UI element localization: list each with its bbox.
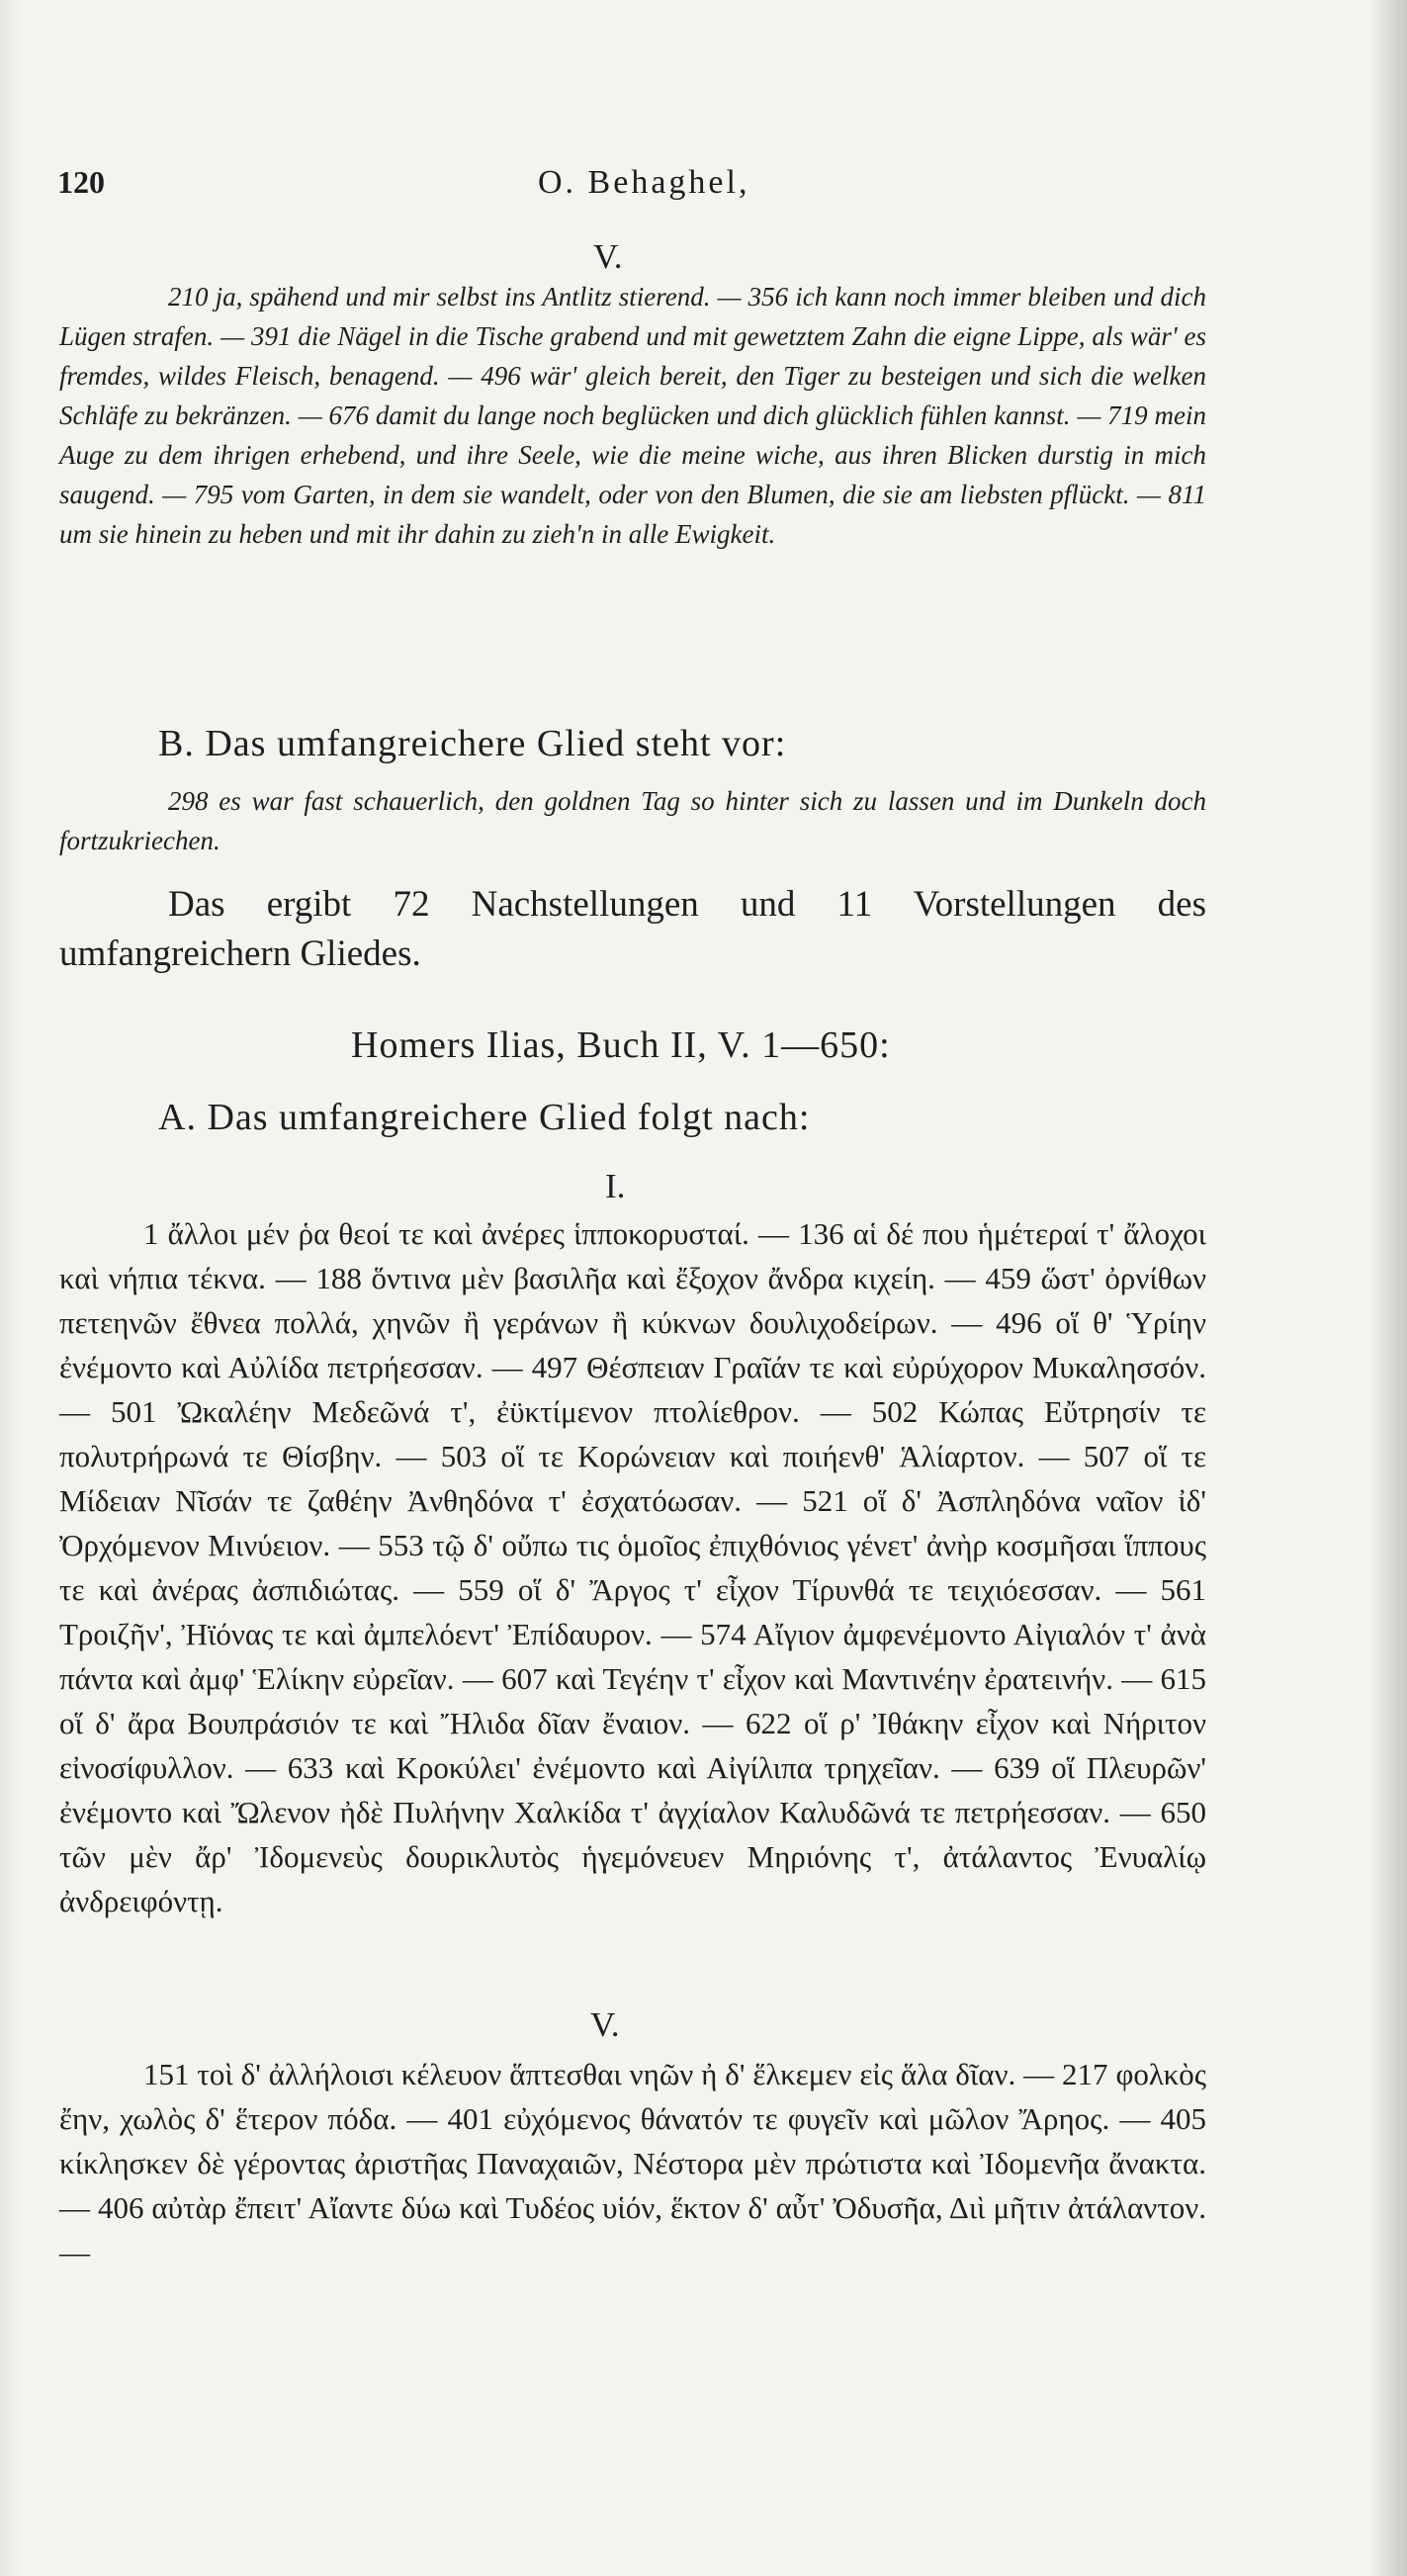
page-number: 120 — [57, 164, 105, 200]
homer-section-title: Homers Ilias, Buch II, V. 1—650: — [351, 1024, 891, 1066]
german-quotations-paragraph: 210 ja, spähend und mir selbst ins Antlitz stierend. — 356 ich kann noch immer bleiben und dich Lügen strafen. — 391 die Nägel in die Tische grabend und mit gewetztem Zahn die eigne Lippe, als wär' es fremdes, wildes Fleisch, benagend. — 496 wär' gleich bereit, den Tiger zu besteigen und sich die welken Schläfe zu bekränzen. — 676 damit du lange noch beglücken und dich glücklich fühlen kannst. — 719 mein Auge zu dem ihrigen erhebend, und ihre Seele, wie die meine wiche, aus ihren Blicken durstig in mich saugend. — 795 vom Garten, in dem sie wandelt, oder von den Blumen, die sie am liebsten pflückt. — 811 um sie hinein zu heben und mit ihr dahin zu zieh'n in alle Ewigkeit. — [59, 282, 1206, 549]
section-numeral-v-greek: V. — [590, 2005, 620, 2044]
page-edge-shadow — [1369, 0, 1407, 2576]
homer-subheading: A. Das umfangreichere Glied folgt nach: — [158, 1097, 811, 1138]
section-b-heading: B. Das umfangreichere Glied steht vor: — [158, 723, 787, 764]
summary-paragraph: Das ergibt 72 Nachstellungen und 11 Vorstellungen des umfangreichern Gliedes. — [59, 884, 1206, 974]
section-numeral-i: I. — [605, 1167, 626, 1205]
running-title: O. Behaghel, — [538, 164, 750, 201]
page-header — [57, 164, 1254, 208]
greek-quotations-section-v: 151 τοὶ δ' ἀλλήλοισι κέλευον ἅπτεσθαι νηῶν ἠ δ' ἕλκεμεν εἰς ἅλα δῖαν. — 217 φολκὸς ἔην, χωλὸς δ' ἕτερον πόδα. — 401 εὐχόμενος θάνατόν τε φυγεῖν καὶ μῶλον Ἄρηος. — 405 κίκλησκεν δὲ γέροντας ἀριστῆας Παναχαιῶν, Νέστορα μὲν πρώτιστα καὶ Ἰδομενῆα ἄνακτα. — 406 αὐτὰρ ἔπειτ' Αἴαντε δύω καὶ Τυδέος υἱόν, ἕκτον δ' αὖτ' Ὀδυσῆα, Διὶ μῆτιν ἀτάλαντον. — — [59, 2057, 1206, 2269]
greek-quotations-section-i: 1 ἄλλοι μέν ῥα θεοί τε καὶ ἀνέρες ἱπποκορυσταί. — 136 αἱ δέ που ἡμέτεραί τ' ἄλοχοι καὶ νήπια τέκνα. — 188 ὅντινα μὲν βασιλῆα καὶ ἔξοχον ἄνδρα κιχείη. — 459 ὥστ' ὀρνίθων πετεηνῶν ἔθνεα πολλά, χηνῶν ἢ γεράνων ἢ κύκνων δουλιχοδείρων. — 496 οἵ θ' Ὑρίην ἐνέμοντο καὶ Αὐλίδα πετρήεσσαν. — 497 Θέσπειαν Γραῖάν τε καὶ εὐρύχορον Μυκαλησσόν. — 501 Ὠκαλέην Μεδεῶνά τ', ἐϋκτίμενον πτολίεθρον. — 502 Κώπας Εὔτρησίν τε πολυτρήρωνά τε Θίσβην. — 503 οἵ τε Κορώνειαν καὶ ποιήενθ' Ἁλίαρτον. — 507 οἵ τε Μίδειαν Νῖσάν τε ζαθέην Ἀνθηδόνα τ' ἐσχατόωσαν. — 521 οἵ δ' Ἀσπληδόνα ναῖον ἰδ' Ὀρχόμενον Μινύειον. — 553 τῷ δ' οὔπω τις ὁμοῖος ἐπιχθόνιος γένετ' ἀνὴρ κοσμῆσαι ἵππους τε καὶ ἀνέρας ἀσπιδιώτας. — 559 οἵ δ' Ἄργος τ' εἶχον Τίρυνθά τε τειχιόεσσαν. — 561 Τροιζῆν', Ἠϊόνας τε καὶ ἀμπελόεντ' Ἐπίδαυρον. — 574 Αἴγιον ἀμφενέμοντο Αἰγιαλόν τ' ἀνὰ πάντα καὶ ἀμφ' Ἑλίκην εὐρεῖαν. — 607 καὶ Τεγέην τ' εἶχον καὶ Μαντινέην ἐρατεινήν. — 615 οἵ δ' ἄρα Βουπράσιόν τε καὶ Ἤλιδα δῖαν ἔναιον. — 622 οἵ ρ' Ἰθάκην εἶχον καὶ Νήριτον εἰνοσίφυλλον. — 633 καὶ Κροκύλει' ἐνέμοντο καὶ Αἰγίλιπα τρηχεῖαν. — 639 οἵ Πλευρῶν' ἐνέμοντο καὶ Ὤλενον ἠδὲ Πυλήνην Χαλκίδα τ' ἀγχίαλον Καλυδῶνά τε πετρήεσσαν. — 650 τῶν μὲν ἄρ' Ἰδομενεὺς δουρικλυτὸς ἡγεμόνευεν Μηριόνης τ', ἀτάλαντος Ἐνυαλίῳ ἀνδρειφόντῃ. — [59, 1216, 1206, 1918]
section-b-paragraph: 298 es war fast schauerlich, den goldnen Tag so hinter sich zu lassen und im Dunkeln doch fortzukriechen. — [59, 786, 1206, 855]
page-gutter-shadow — [0, 0, 22, 2576]
section-numeral-v: V. — [593, 237, 623, 276]
